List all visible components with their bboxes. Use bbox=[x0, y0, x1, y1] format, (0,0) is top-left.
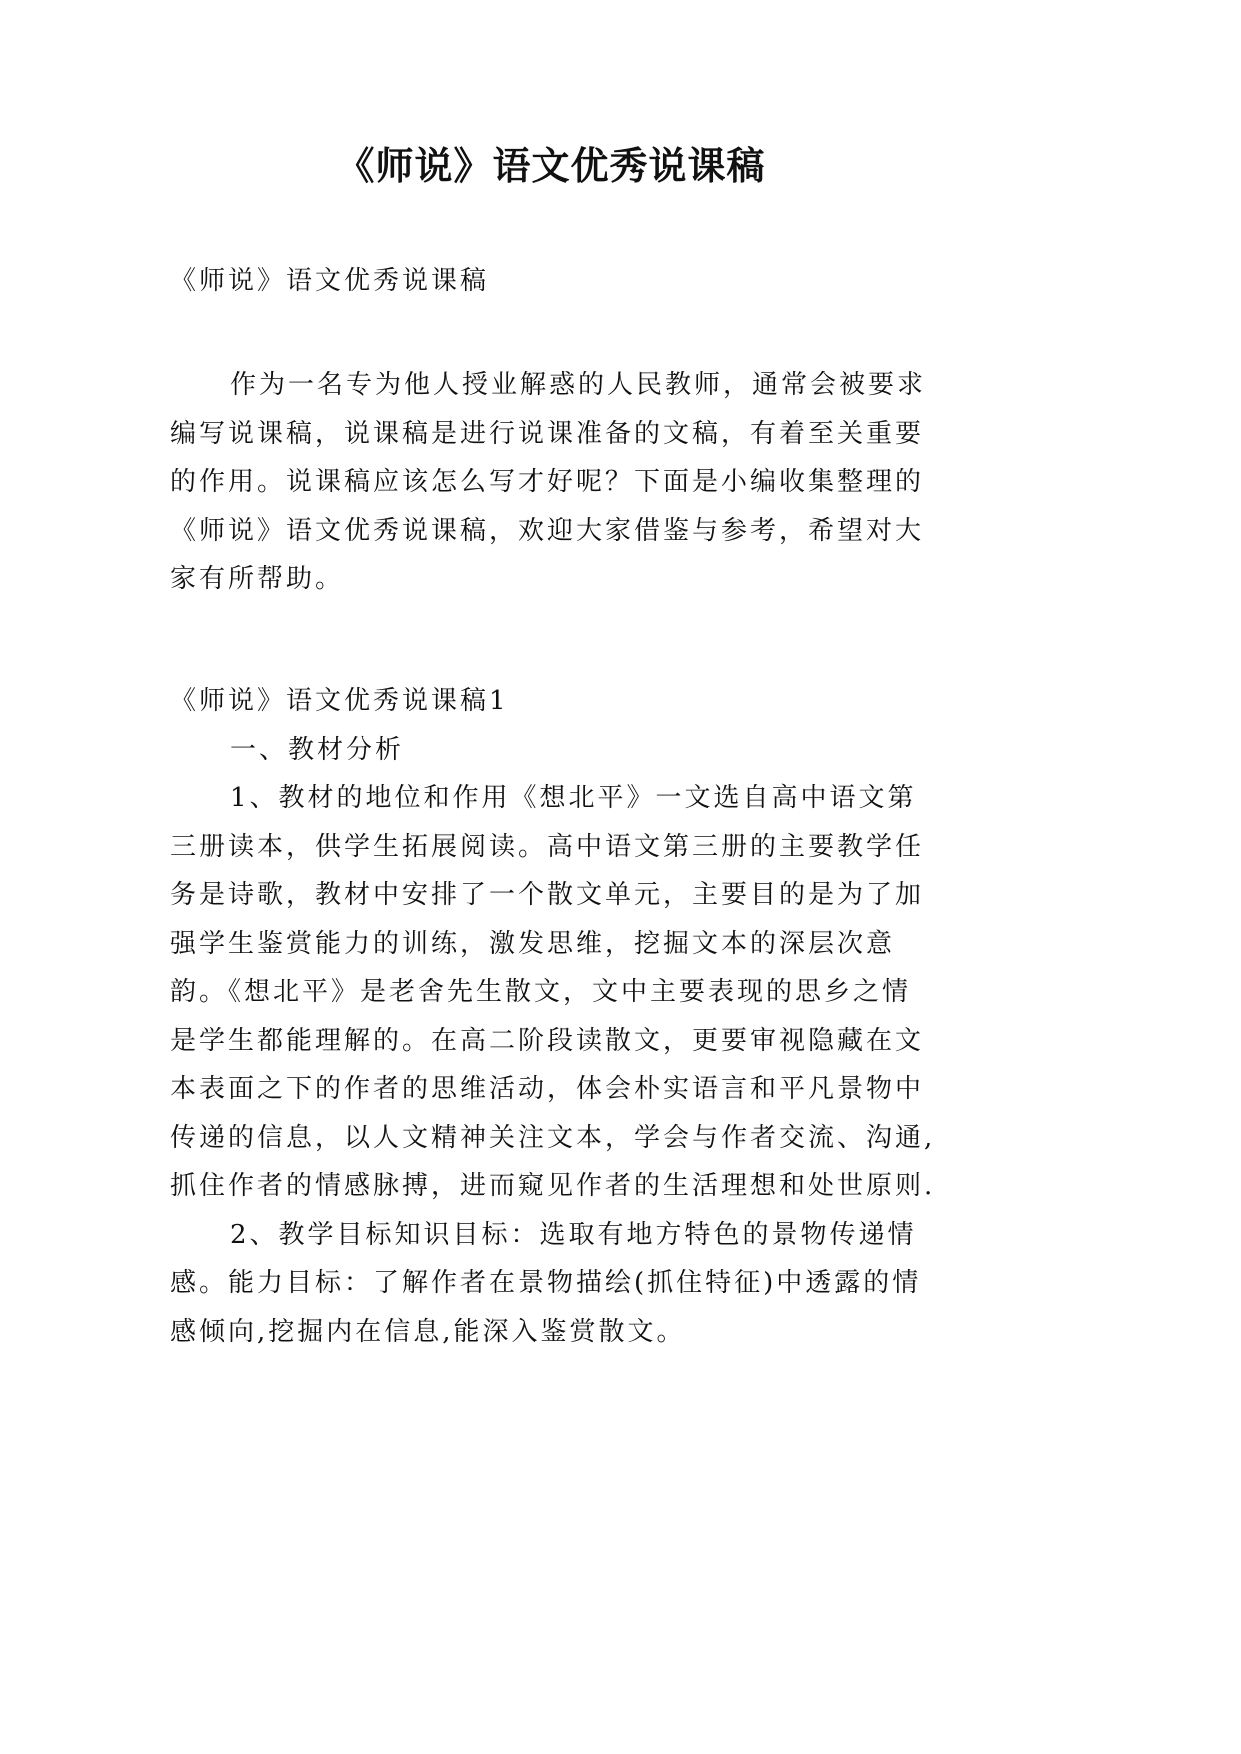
part-heading: 一、教材分析 bbox=[230, 734, 405, 765]
body-paragraph: 1、教材的地位和作用《想北平》一文选自高中语文第三册读本，供学生拓展阅读。高中语文第三册的主要教学任务是诗歌，教材中安排了一个散文单元，主要目的是为了加强学生鉴赏能力的训练，激发思维，挖掘文本的深层次意韵。《想北平》是老舍先生散文，文中主要表现的思乡之情是学生都能理解的。在高二阶段读散文，更要审视隐藏在文本表面之下的作者的思维活动，体会朴实语言和平凡景物中传递的信息，以人文精神关注文本，学会与作者交流、沟通,抓住作者的情感脉搏，进而窥见作者的生活理想和处世原则. bbox=[170, 783, 936, 1201]
subtitle-text: 《师说》语文优秀说课稿 bbox=[170, 266, 490, 296]
section-block bbox=[170, 677, 938, 1356]
intro-block bbox=[170, 361, 938, 604]
subtitle-block bbox=[170, 257, 938, 306]
body-paragraph: 2、教学目标知识目标：选取有地方特色的景物传递情感。能力目标：了解作者在景物描绘(抓住特征)中透露的情感倾向,挖掘内在信息,能深入鉴赏散文。 bbox=[170, 1219, 922, 1347]
page-title: 《师说》语文优秀说课稿 bbox=[336, 143, 766, 188]
section-heading: 《师说》语文优秀说课稿1 bbox=[170, 686, 509, 716]
intro-paragraph: 作为一名专为他人授业解惑的人民教师，通常会被要求编写说课稿，说课稿是进行说课准备的文稿，有着至关重要的作用。说课稿应该怎么写才好呢？下面是小编收集整理的《师说》语文优秀说课稿，欢迎大家借鉴与参考，希望对大家有所帮助。 bbox=[170, 370, 927, 594]
